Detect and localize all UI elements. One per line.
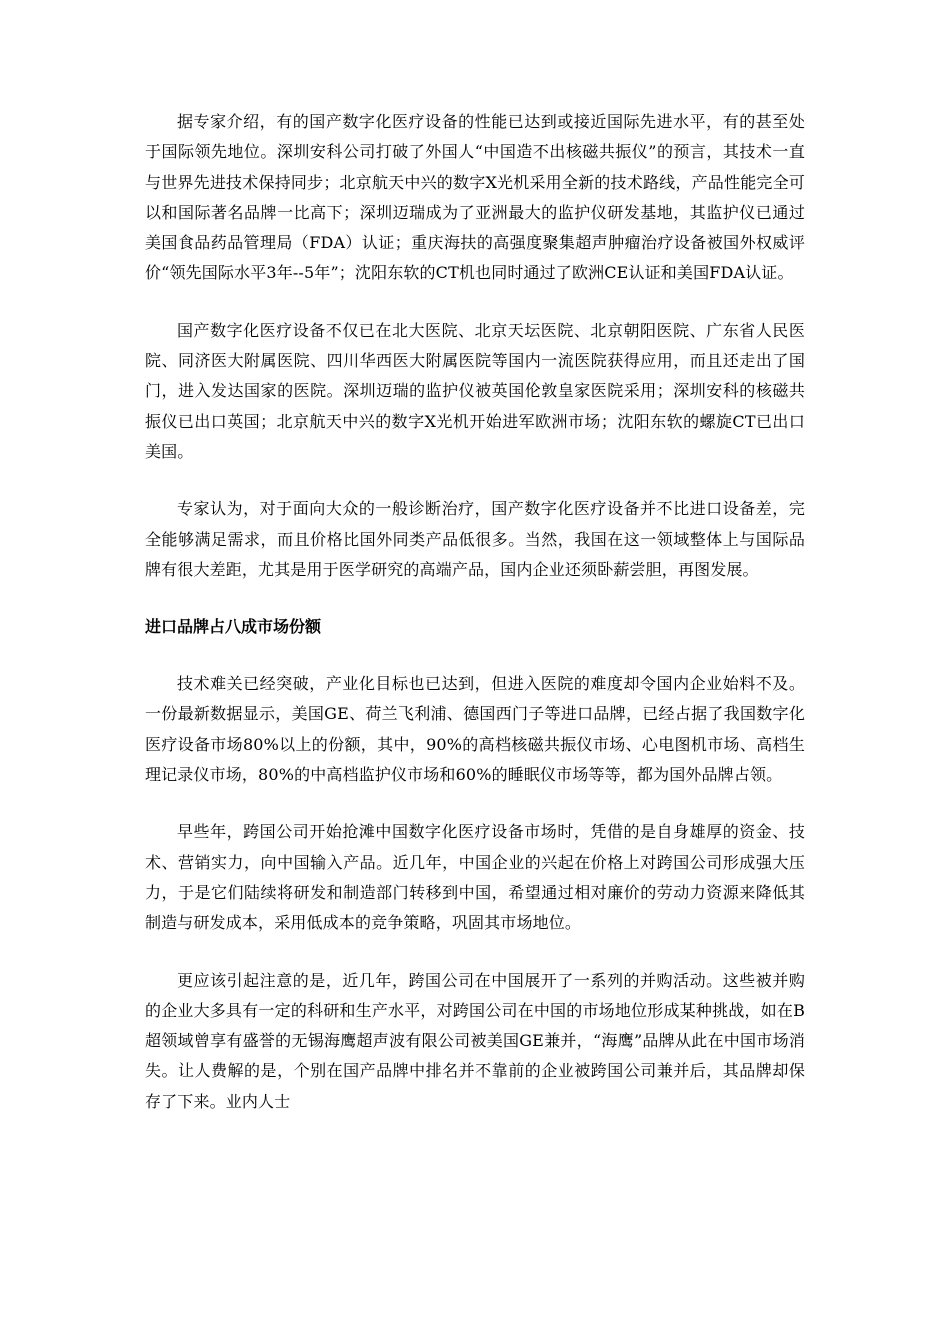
section-heading: 进口品牌占八成市场份额: [145, 617, 322, 637]
paragraph-market-share: 技术难关已经突破，产业化目标也已达到，但进入医院的难度却令国内企业始料不及。一份最新数据显示，美国GE、荷兰飞利浦、德国西门子等进口品牌，已经占据了我国数字化医疗设备市场80%以上的份额，其中，90%的高档核磁共振仪市场、心电图机市场、高档生理记录仪市场，80%的中高档监护仪市场和60%的睡眠仪市场等等，都为国外品牌占领。: [145, 674, 805, 785]
paragraph-expert-introduction: 据专家介绍，有的国产数字化医疗设备的性能已达到或接近国际先进水平，有的甚至处于国际领先地位。深圳安科公司打破了外国人“中国造不出核磁共振仪”的预言，其技术一直与世界先进技术保持同步；北京航天中兴的数字X光机采用全新的技术路线，产品性能完全可以和国际著名品牌一比高下；深圳迈瑞成为了亚洲最大的监护仪研发基地，其监护仪已通过美国食品药品管理局（FDA）认证；重庆海扶的高强度聚集超声肿瘤治疗设备被国外权威评价“领先国际水平3年--5年”；沈阳东软的CT机也同时通过了欧洲CE认证和美国FDA认证。: [145, 112, 805, 283]
paragraph-expert-opinion: 专家认为，对于面向大众的一般诊断治疗，国产数字化医疗设备并不比进口设备差，完全能够满足需求，而且价格比国外同类产品低很多。当然，我国在这一领域整体上与国际品牌有很大差距，尤其是用于医学研究的高端产品，国内企业还须卧薪尝胆，再图发展。: [145, 499, 805, 579]
paragraph-mergers: 更应该引起注意的是，近几年，跨国公司在中国展开了一系列的并购活动。这些被并购的企业大多具有一定的科研和生产水平，对跨国公司在中国的市场地位形成某种挑战，如在B超领域曾享有盛誉的无锡海鹰超声波有限公司被美国GE兼并，“海鹰”品牌从此在中国市场消失。让人费解的是，个别在国产品牌中排名并不靠前的企业被跨国公司兼并后，其品牌却保存了下来。业内人士: [145, 970, 805, 1111]
paragraph-domestic-hospitals: 国产数字化医疗设备不仅已在北大医院、北京天坛医院、北京朝阳医院、广东省人民医院、同济医大附属医院、四川华西医大附属医院等国内一流医院获得应用，而且还走出了国门，进入发达国家的医院。深圳迈瑞的监护仪被英国伦敦皇家医院采用；深圳安科的核磁共振仪已出口英国；北京航天中兴的数字X光机开始进军欧洲市场；沈阳东软的螺旋CT已出口美国。: [145, 320, 805, 461]
document-page: [145, 107, 805, 1144]
paragraph-multinational-strategy: 早些年，跨国公司开始抢滩中国数字化医疗设备市场时，凭借的是自身雄厚的资金、技术、营销实力，向中国输入产品。近几年，中国企业的兴起在价格上对跨国公司形成强大压力，于是它们陆续将研发和制造部门转移到中国，希望通过相对廉价的劳动力资源来降低其制造与研发成本，采用低成本的竞争策略，巩固其市场地位。: [145, 822, 805, 933]
